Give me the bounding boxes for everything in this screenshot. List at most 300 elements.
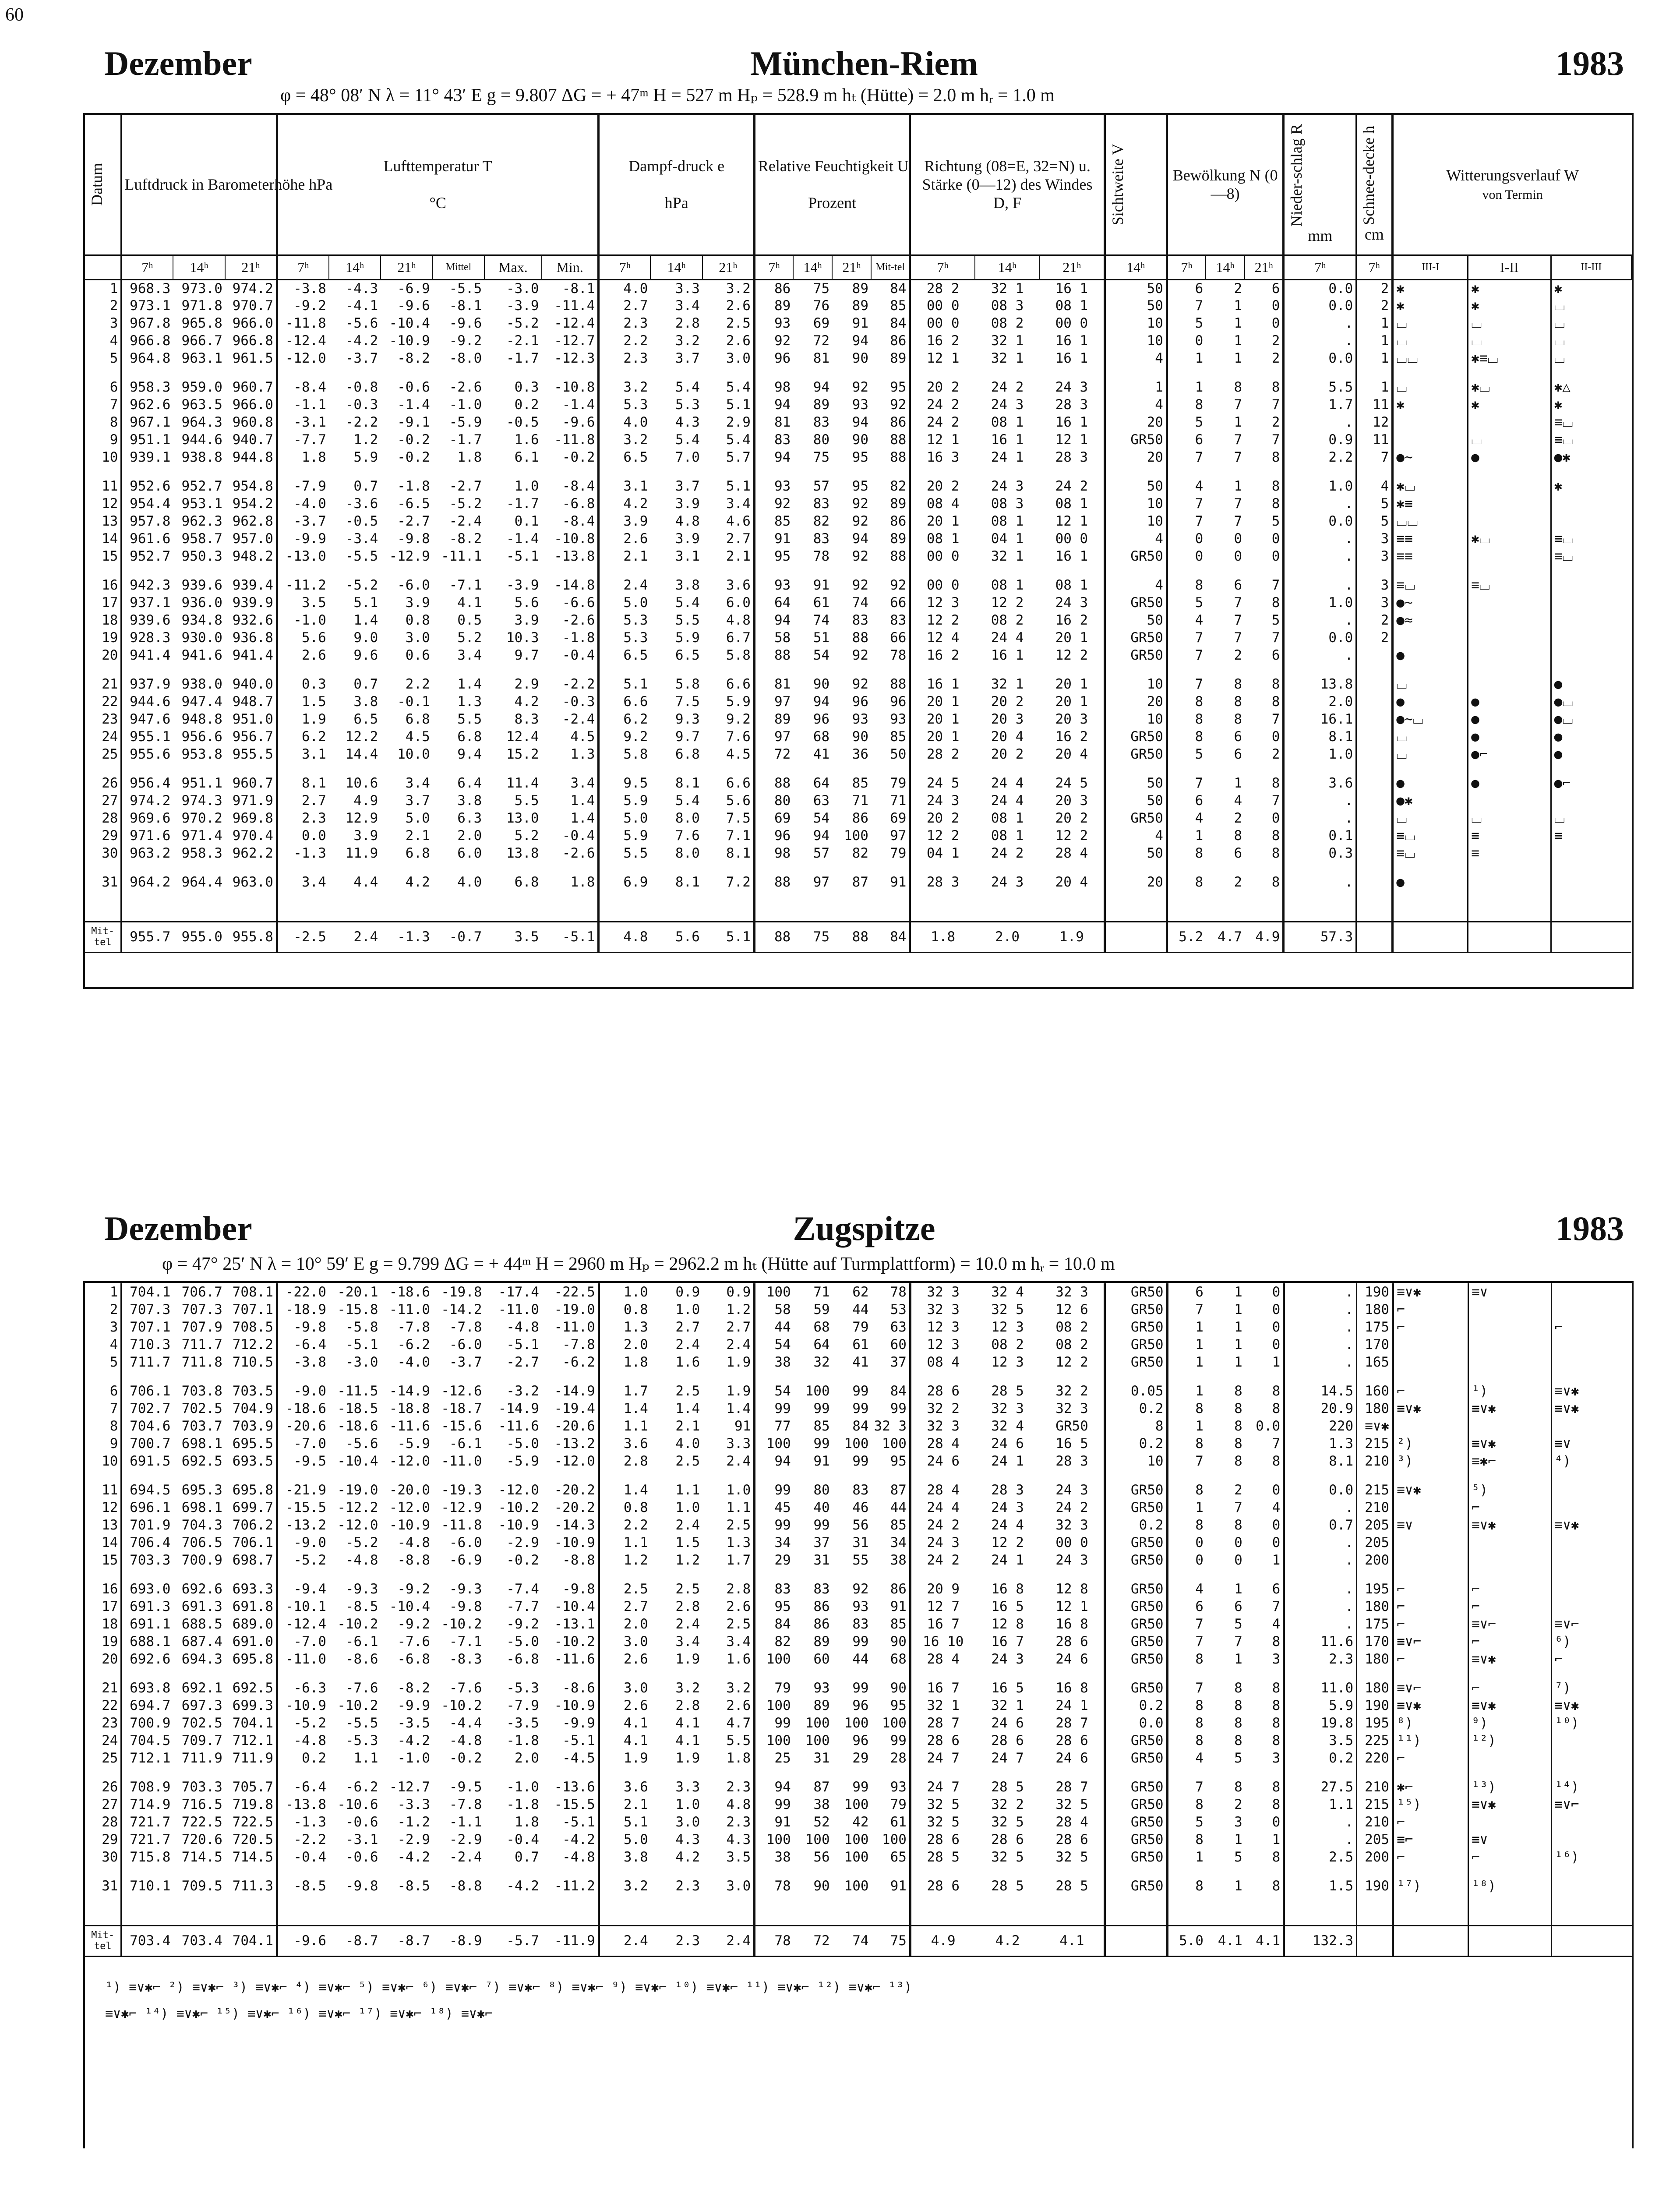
data-cell: 11.6	[1284, 1633, 1357, 1650]
data-cell: -12.0	[498, 1482, 539, 1498]
table-row	[85, 1534, 1632, 1551]
data-cell: 24 5	[1040, 774, 1105, 792]
data-cell: -11.8	[285, 315, 326, 331]
data-cell: 971.6	[130, 828, 171, 844]
data-cell: 6.8	[457, 729, 482, 745]
data-cell: 28 3	[1040, 449, 1105, 466]
data-cell: 939.4	[225, 576, 277, 594]
data-cell: 215	[1357, 1481, 1393, 1499]
table-row	[85, 1435, 1632, 1452]
data-cell: 0.2	[514, 397, 539, 413]
data-cell: 962.8	[225, 512, 277, 530]
data-cell: 90	[852, 432, 868, 448]
data-cell: 190	[1357, 1697, 1393, 1714]
data-cell: 968.3	[130, 280, 171, 297]
data-cell: 08 1	[926, 531, 960, 547]
data-cell: 91	[872, 1877, 911, 1895]
data-cell: 75	[813, 280, 830, 297]
column-header: 7ʰ	[1356, 255, 1393, 279]
data-cell: -13.0	[285, 548, 326, 564]
data-cell: 41	[852, 1354, 869, 1370]
data-cell: 938.8	[181, 449, 222, 465]
data-cell: 50	[1105, 279, 1167, 297]
data-cell: 12 2	[1040, 827, 1105, 844]
data-cell: 6	[1245, 646, 1284, 664]
data-cell: 08 2	[1040, 1336, 1105, 1353]
mittel-cell: 78	[774, 1933, 791, 1949]
data-cell: 94	[774, 612, 791, 628]
data-cell: 937.9	[130, 676, 171, 692]
data-cell: 2.8	[702, 1580, 755, 1598]
data-cell: -10.2	[337, 1616, 378, 1632]
data-cell: 1	[1356, 378, 1393, 396]
data-cell: -3.9	[506, 298, 539, 314]
table-row	[85, 512, 1631, 530]
data-cell: 32 3	[927, 1284, 960, 1300]
data-cell: ●	[1468, 710, 1551, 728]
data-cell: 7	[1245, 1598, 1284, 1615]
data-cell	[1356, 844, 1393, 862]
data-cell: 7.5	[675, 694, 700, 710]
date-cell: 11	[85, 1481, 121, 1499]
data-cell: 86	[774, 280, 791, 297]
data-cell: 6.6	[623, 694, 648, 710]
data-cell	[1551, 1749, 1632, 1767]
table-row	[85, 477, 1631, 495]
data-cell: 4	[1195, 1750, 1204, 1766]
data-cell: 6	[1234, 577, 1242, 593]
data-cell: 7	[1234, 1634, 1242, 1650]
data-cell: 1.0	[675, 1797, 700, 1812]
data-cell: 20 3	[1040, 792, 1105, 809]
data-cell: 961.5	[225, 350, 277, 367]
data-cell: 91	[774, 531, 791, 547]
data-cell: ⌴	[1468, 314, 1551, 332]
mittel-cell: 74	[852, 1933, 869, 1949]
data-cell: 2.1	[675, 1418, 700, 1434]
date-cell: 30	[85, 844, 121, 862]
data-cell: ≡∨✱	[1554, 1383, 1579, 1399]
data-cell: -0.2	[397, 432, 430, 448]
data-cell: 4.1	[457, 595, 482, 611]
data-cell: 691.5	[130, 1453, 171, 1469]
data-cell	[1468, 1353, 1551, 1371]
data-cell: -8.1	[449, 298, 482, 314]
data-cell: 970.2	[181, 810, 222, 826]
data-cell: 100	[766, 1832, 791, 1847]
data-cell: 8	[1234, 1453, 1242, 1469]
data-cell: ●✱	[1393, 792, 1468, 809]
data-cell: 08 3	[991, 298, 1024, 314]
data-cell: GR50	[1105, 1301, 1167, 1318]
data-cell: ●	[1393, 774, 1468, 792]
data-cell: 82	[852, 845, 868, 861]
data-cell: 12 2	[926, 612, 960, 628]
column-header: III-I	[1393, 255, 1468, 279]
data-cell: 938.0	[181, 676, 222, 692]
data-cell: 88	[774, 874, 791, 890]
data-cell: 94	[852, 531, 868, 547]
data-cell: -11.6	[498, 1418, 539, 1434]
data-cell: 5.1	[702, 477, 755, 495]
data-cell: 08 1	[991, 810, 1024, 826]
data-cell	[1393, 1336, 1468, 1353]
data-cell: -6.8	[397, 1651, 431, 1667]
data-cell: 8	[1245, 1633, 1284, 1650]
data-cell: 939.9	[225, 594, 277, 611]
data-cell: -4.8	[397, 1535, 431, 1551]
table-row	[85, 792, 1631, 809]
table-row	[85, 1336, 1632, 1353]
data-cell: ≡∨⌐	[1393, 1633, 1468, 1650]
data-cell: ⌐	[1468, 1848, 1551, 1866]
data-cell: 1.1	[1284, 1796, 1357, 1813]
data-cell: 64	[774, 595, 791, 611]
row-gap	[85, 1371, 1632, 1382]
data-cell: 16 3	[926, 449, 960, 465]
data-cell: -9.2	[506, 1616, 539, 1632]
muenchen-station-params: φ = 48° 08′ N λ = 11° 43′ E g = 9.807 ΔG = + 47ᵐ H = 527 m Hₚ = 528.9 m hₜ (Hütte) = 2.0 m hᵣ = 1.0 m	[280, 85, 1055, 106]
data-cell: ⌴	[1393, 314, 1468, 332]
data-cell: 175	[1357, 1615, 1393, 1633]
mittel-cell: 2.0	[995, 929, 1020, 945]
data-cell: 32 3	[872, 1417, 911, 1435]
data-cell: .	[1284, 1551, 1357, 1569]
data-cell: 11.4	[506, 775, 539, 791]
data-cell: .	[1284, 1318, 1357, 1336]
data-cell: -3.6	[345, 496, 378, 512]
data-cell: 16 2	[926, 333, 960, 349]
data-cell: 24 6	[1040, 1650, 1105, 1668]
column-header: 21ʰ	[225, 255, 277, 279]
data-cell: -15.5	[285, 1500, 327, 1515]
data-cell: -21.9	[285, 1482, 327, 1498]
data-cell: 24 7	[927, 1750, 960, 1766]
data-cell: 973.0	[181, 280, 222, 297]
mittel-cell: 3.5	[514, 929, 539, 945]
data-cell: 85	[872, 1615, 911, 1633]
data-cell: -8.6	[345, 1651, 378, 1667]
data-cell: 32 5	[927, 1797, 960, 1812]
data-cell: -3.0	[506, 280, 539, 297]
data-cell: 6	[1234, 729, 1242, 745]
data-cell: 0	[1234, 531, 1242, 547]
data-cell: ¹⁴)	[1554, 1779, 1579, 1795]
data-cell: 0	[1245, 1301, 1284, 1318]
data-cell	[1468, 1417, 1551, 1435]
data-cell: 3.0	[702, 1877, 755, 1895]
data-cell: 722.5	[181, 1814, 222, 1830]
data-cell: 8.1	[1284, 728, 1356, 745]
data-cell: -12.6	[441, 1383, 482, 1399]
data-cell: 66	[871, 594, 910, 611]
data-cell: 1.8	[542, 873, 599, 891]
data-cell: 64	[813, 775, 830, 791]
data-cell: -20.6	[285, 1418, 327, 1434]
data-cell: -4.2	[506, 1878, 539, 1894]
data-cell: 7.1	[702, 827, 755, 844]
data-cell: -0.6	[345, 1814, 378, 1830]
data-cell: 16 2	[1040, 728, 1105, 745]
data-cell: 20 2	[1040, 809, 1105, 827]
data-cell: 0.0	[1284, 1481, 1357, 1499]
data-cell: 5.5	[514, 793, 539, 809]
data-cell: 954.4	[130, 496, 171, 512]
data-cell: 99	[852, 1401, 869, 1416]
data-cell: 3.7	[405, 793, 430, 809]
data-cell: 87	[813, 1779, 830, 1795]
data-cell: -1.8	[542, 629, 599, 646]
data-cell: ¹⁷)	[1393, 1877, 1468, 1895]
data-cell: 81	[774, 676, 791, 692]
table-row	[85, 745, 1631, 763]
data-cell: ✱⌴	[1393, 477, 1468, 495]
data-cell: -8.4	[542, 512, 599, 530]
data-cell: -0.4	[506, 1832, 539, 1847]
data-cell: 4.0	[623, 414, 648, 430]
data-cell: ⌐	[1468, 1679, 1551, 1697]
data-cell: -2.7	[397, 513, 430, 529]
data-cell: 2	[1234, 810, 1242, 826]
data-cell: 38	[813, 1797, 830, 1812]
subheader-row	[85, 255, 1631, 279]
data-cell: 93	[852, 711, 868, 727]
data-cell: -20.2	[542, 1481, 599, 1499]
data-cell	[1356, 827, 1393, 844]
data-cell: 2.7	[301, 793, 326, 809]
data-cell: -3.7	[293, 513, 326, 529]
data-cell: 2	[1356, 611, 1393, 629]
data-cell: 5.5	[623, 845, 648, 861]
data-cell: 0.8	[623, 1500, 648, 1515]
data-cell: -8.8	[397, 1552, 431, 1568]
data-cell: GR50	[1105, 1580, 1167, 1598]
data-cell	[1551, 594, 1631, 611]
zugspitze-month: Dezember	[104, 1209, 252, 1247]
data-cell: ²)	[1393, 1435, 1468, 1452]
data-cell: 4	[1356, 477, 1393, 495]
data-cell: -5.9	[397, 1436, 431, 1452]
data-cell: 93	[872, 1778, 911, 1796]
date-cell: 17	[85, 1598, 121, 1615]
data-cell: 936.0	[181, 595, 222, 611]
data-cell: 2	[1245, 745, 1284, 763]
row-gap	[85, 1569, 1632, 1580]
data-cell: 5.3	[623, 397, 648, 413]
data-cell: ●	[1393, 873, 1468, 891]
data-cell: 0.3	[1284, 844, 1356, 862]
data-cell	[1551, 1353, 1632, 1371]
data-cell: 7	[1245, 629, 1284, 646]
data-cell: 2.7	[623, 298, 648, 314]
data-cell: -9.9	[397, 1698, 431, 1713]
data-cell: 220	[1357, 1749, 1393, 1767]
data-cell: 44	[852, 1651, 869, 1667]
data-cell: 100	[844, 828, 868, 844]
data-cell: 8	[1195, 1715, 1204, 1731]
data-cell: 28 4	[927, 1482, 960, 1498]
data-cell: 8	[1195, 1698, 1204, 1713]
data-cell: -12.3	[542, 350, 599, 367]
data-cell	[1551, 1580, 1632, 1598]
data-cell: 0	[1195, 1535, 1204, 1551]
column-header: 21ʰ	[1245, 255, 1284, 279]
data-cell: 691.8	[225, 1598, 277, 1615]
data-cell: -4.2	[345, 333, 378, 349]
data-cell: 13.8	[1284, 675, 1356, 693]
data-cell: -1.7	[506, 496, 539, 512]
data-cell: ≡⌴	[1393, 576, 1468, 594]
data-cell: 2.7	[702, 1318, 755, 1336]
data-cell: 2	[1356, 297, 1393, 314]
data-cell: -5.5	[345, 1715, 378, 1731]
data-cell: 2.4	[675, 1517, 700, 1533]
data-cell: ●	[1468, 693, 1551, 710]
data-cell: 4.9	[353, 793, 378, 809]
data-cell: 4	[1195, 1581, 1204, 1597]
data-cell: 954.2	[225, 495, 277, 512]
data-cell: ≡∨✱	[1393, 1481, 1468, 1499]
data-cell: -9.8	[449, 1599, 482, 1614]
table-row	[85, 594, 1631, 611]
data-cell: 6.9	[623, 874, 648, 890]
data-cell: 712.2	[225, 1336, 277, 1353]
data-cell: 699.3	[225, 1697, 277, 1714]
data-cell: -0.2	[397, 449, 430, 465]
data-cell: 93	[852, 397, 868, 413]
data-cell: 83	[813, 496, 830, 512]
data-cell: -10.8	[542, 530, 599, 548]
table-row	[85, 1516, 1632, 1534]
data-cell: 6.2	[623, 711, 648, 727]
data-cell: 1.3	[623, 1319, 648, 1335]
data-cell: 32 3	[927, 1418, 960, 1434]
data-cell: -12.2	[337, 1500, 378, 1515]
data-cell: 56	[852, 1517, 869, 1533]
data-cell: -11.5	[337, 1383, 378, 1399]
data-cell: 974.2	[130, 793, 171, 809]
data-cell: 12 8	[1040, 1580, 1105, 1598]
mittel-cell	[1105, 1925, 1167, 1956]
data-cell: 8	[1234, 694, 1242, 710]
data-cell: 8	[1234, 828, 1242, 844]
data-cell: 28 4	[1040, 1813, 1105, 1831]
data-cell: ✱	[1468, 396, 1551, 413]
data-cell: -0.2	[449, 1750, 482, 1766]
data-cell: ⌐	[1468, 1633, 1551, 1650]
data-cell	[1551, 1301, 1632, 1318]
data-cell: 692.6	[181, 1581, 222, 1597]
data-cell: 2.4	[675, 1616, 700, 1632]
data-cell: GR50	[1105, 1499, 1167, 1516]
data-cell: 2	[1234, 647, 1242, 663]
data-cell: 9.2	[623, 729, 648, 745]
data-cell: 1.0	[623, 1284, 648, 1300]
data-cell: 24 3	[927, 1535, 960, 1551]
data-cell: 87	[872, 1481, 911, 1499]
data-cell: 4.8	[675, 513, 700, 529]
data-cell	[1468, 792, 1551, 809]
data-cell: 08 4	[927, 1354, 960, 1370]
date-cell: 20	[85, 1650, 121, 1668]
data-cell: 0.2	[1105, 1435, 1167, 1452]
data-cell: GR50	[1105, 1481, 1167, 1499]
data-cell: ⌐	[1554, 1651, 1563, 1667]
data-cell: 5	[1234, 1616, 1242, 1632]
data-cell: 7	[1195, 676, 1204, 692]
data-cell: 7.0	[675, 449, 700, 465]
data-cell: 94	[774, 1453, 791, 1469]
data-cell: ✱△	[1554, 379, 1571, 395]
data-cell: 3.6	[623, 1779, 648, 1795]
data-cell: ⁷)	[1554, 1680, 1571, 1696]
table-row	[85, 1353, 1632, 1371]
data-cell: 3.3	[675, 1779, 700, 1795]
data-cell: GR50	[1105, 1813, 1167, 1831]
data-cell: 24 1	[991, 449, 1024, 465]
data-cell: 3.2	[702, 1679, 755, 1697]
data-cell: 7	[1245, 396, 1284, 413]
column-header: I-II	[1468, 255, 1551, 279]
data-cell: 83	[774, 1581, 791, 1597]
data-cell: 24 2	[1040, 477, 1105, 495]
data-cell: 28 6	[1040, 1831, 1105, 1848]
data-cell: 3.4	[702, 495, 755, 512]
data-cell: 1.3	[542, 745, 599, 763]
data-cell: ≡∨✱	[1468, 1650, 1551, 1668]
data-cell: 20 4	[991, 729, 1024, 745]
data-cell: -0.2	[506, 1552, 539, 1568]
data-cell: 10	[1105, 512, 1167, 530]
data-cell: 1.8	[623, 1354, 648, 1370]
data-cell: 1	[1245, 1551, 1284, 1569]
data-cell: 8	[1234, 676, 1242, 692]
data-cell: 2.9	[702, 413, 755, 431]
data-cell: 3.9	[675, 531, 700, 547]
data-cell: 971.8	[181, 298, 222, 314]
data-cell: 953.1	[181, 496, 222, 512]
data-cell: 7	[1195, 775, 1204, 791]
data-cell: 941.6	[181, 647, 222, 663]
data-cell: 83	[774, 432, 791, 448]
data-cell: 974.3	[181, 793, 222, 809]
data-cell: 8	[1245, 378, 1284, 396]
data-cell: -22.5	[542, 1283, 599, 1301]
data-cell: 956.6	[181, 729, 222, 745]
data-cell: 708.9	[130, 1779, 171, 1795]
data-cell: ≡∨	[1468, 1831, 1551, 1848]
data-cell: ≡⌴	[1554, 414, 1574, 430]
data-cell: 32 2	[991, 1797, 1024, 1812]
data-cell: 0	[1195, 1552, 1204, 1568]
data-cell: 710.5	[225, 1353, 277, 1371]
table-row	[85, 1598, 1632, 1615]
data-cell: 94	[813, 379, 830, 395]
data-cell: 937.1	[130, 595, 171, 611]
data-cell: -0.4	[542, 646, 599, 664]
data-cell: 91	[813, 1453, 830, 1469]
data-cell: 702.5	[181, 1401, 222, 1416]
data-cell: -1.0	[397, 1750, 431, 1766]
mittel-cell: -9.6	[293, 1933, 327, 1949]
data-cell: 8	[1245, 449, 1284, 466]
data-cell: -7.6	[345, 1680, 378, 1696]
data-cell: 6.3	[457, 810, 482, 826]
date-cell: 13	[85, 512, 121, 530]
data-cell: ≡∨⌐	[1393, 1679, 1468, 1697]
data-cell: 225	[1357, 1732, 1393, 1749]
data-cell: 12 1	[1040, 431, 1105, 449]
